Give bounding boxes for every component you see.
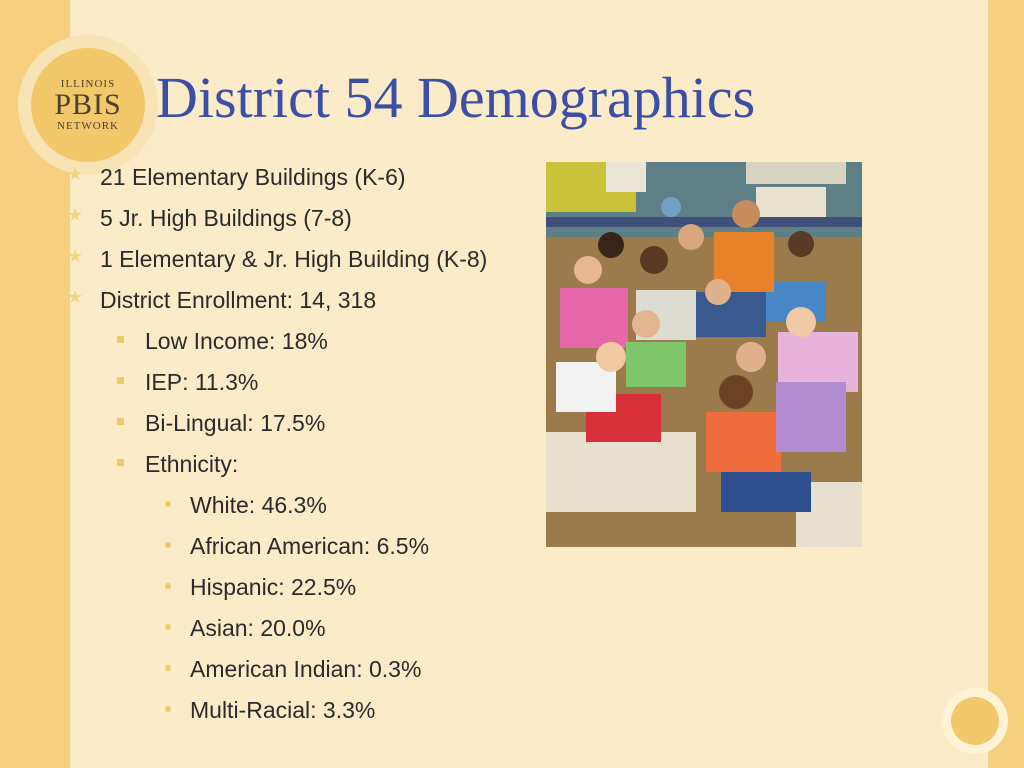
bullet-district-enrollment: District Enrollment: 14, 318 [100, 287, 377, 313]
slide-title: District 54 Demographics [156, 65, 756, 130]
bullet-white: White: 46.3% [190, 492, 327, 518]
bullet-low-income: Low Income: 18% [145, 328, 328, 354]
logo-line-1: ILLINOIS [60, 78, 116, 90]
square-bullet-icon [117, 336, 124, 343]
dot-bullet-icon [165, 706, 171, 712]
bullet-bilingual: Bi-Lingual: 17.5% [145, 410, 326, 436]
star-bullet-icon: ★ [67, 287, 84, 307]
bullet-hispanic: Hispanic: 22.5% [190, 574, 357, 600]
bullet-elementary-buildings: 21 Elementary Buildings (K-6) [100, 164, 406, 190]
square-bullet-icon [117, 418, 124, 425]
classroom-students-photo [546, 162, 862, 547]
bullet-multi-racial: Multi-Racial: 3.3% [190, 697, 376, 723]
dot-bullet-icon [165, 624, 171, 630]
star-bullet-icon: ★ [67, 246, 84, 266]
bullet-iep: IEP: 11.3% [145, 369, 259, 395]
bullet-african-american: African American: 6.5% [190, 533, 430, 559]
star-bullet-icon: ★ [67, 205, 84, 225]
dot-bullet-icon [165, 583, 171, 589]
star-bullet-icon: ★ [67, 164, 84, 184]
bullet-jr-high-buildings: 5 Jr. High Buildings (7-8) [100, 205, 352, 231]
bullet-k8-building: 1 Elementary & Jr. High Building (K-8) [100, 246, 488, 272]
logo-line-3: NETWORK [57, 120, 119, 132]
bullet-ethnicity: Ethnicity: [145, 451, 239, 477]
square-bullet-icon [117, 377, 124, 384]
dot-bullet-icon [165, 501, 171, 507]
illinois-pbis-network-logo [31, 48, 145, 162]
square-bullet-icon [117, 459, 124, 466]
logo-line-2: PBIS [54, 88, 122, 121]
dot-bullet-icon [165, 542, 171, 548]
dot-bullet-icon [165, 665, 171, 671]
bullet-asian: Asian: 20.0% [190, 615, 326, 641]
decorative-corner-dot [951, 697, 999, 745]
bullet-american-indian: American Indian: 0.3% [190, 656, 422, 682]
